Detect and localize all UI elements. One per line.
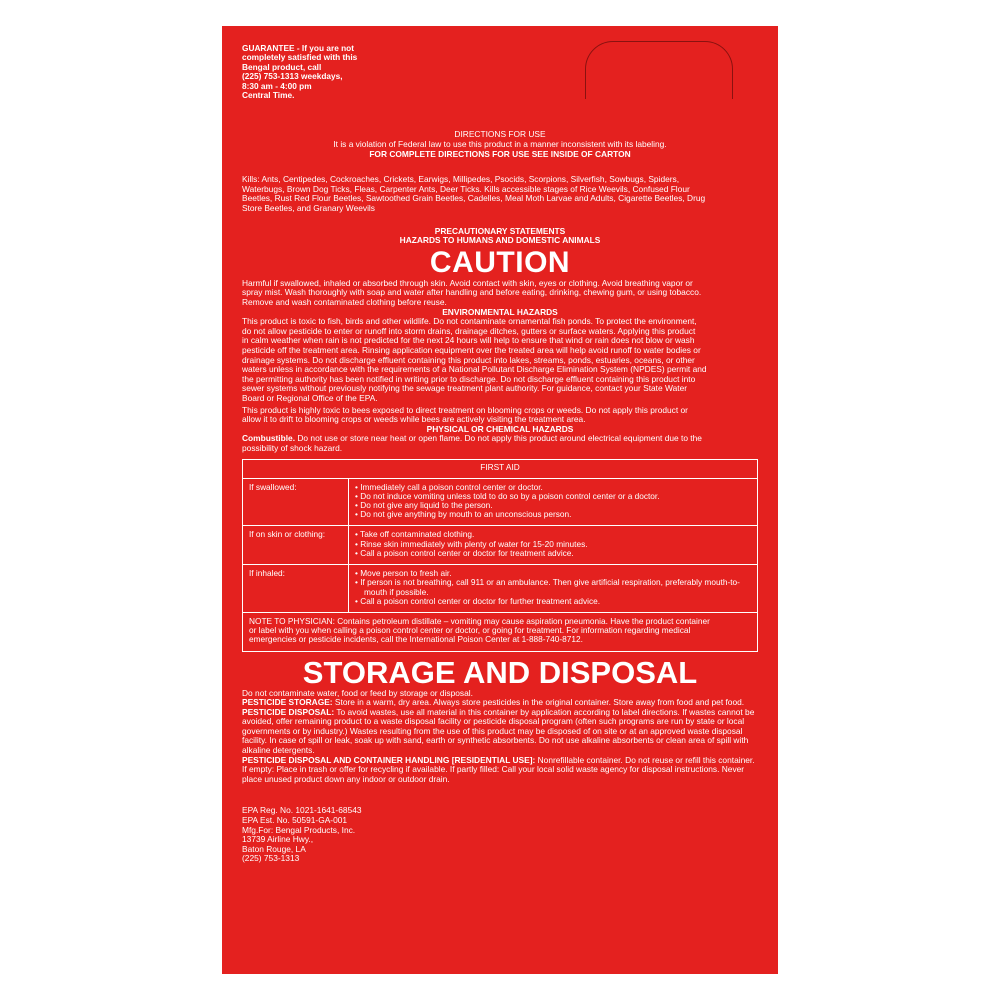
- container-handling-text: Nonrefillable container. Do not reuse or refill this container. If empty: Place in trash or offer for recycling if available. If partly filled: Call your local solid waste agency for disposal instructions. Never place unused product down any indoor or outdoor drain.: [242, 754, 755, 784]
- pesticide-disposal-label: PESTICIDE DISPOSAL:: [242, 706, 335, 717]
- footer-line: EPA Reg. No. 1021-1641-68543: [242, 805, 362, 816]
- env-line: in calm weather when rain is not predicted for the next 24 hours will help to ensure that wind or rain does not blow or wash: [242, 335, 695, 346]
- guarantee-line: Bengal product, call: [242, 61, 322, 72]
- bees-line: allow it to drift to blooming crops or weeds while bees are actively visiting the treatment area.: [242, 414, 586, 425]
- guarantee-line: Central Time.: [242, 90, 295, 101]
- first-aid-item: • Call a poison control center or doctor for treatment advice.: [355, 547, 574, 558]
- guarantee-line: (225) 753-1313 weekdays,: [242, 71, 343, 82]
- combustible-text: Do not use or store near heat or open flame. Do not apply this product around electrical equipment due to the: [295, 433, 702, 444]
- footer-line: EPA Est. No. 50591-GA-001: [242, 815, 348, 826]
- container-handling-paragraph: [242, 756, 758, 785]
- caution-paragraph: [242, 279, 758, 308]
- physician-note-line: NOTE TO PHYSICIAN: Contains petroleum distillate – vomiting may cause aspiration pneumonia. Have the product container: [249, 615, 710, 626]
- first-aid-instructions: [349, 565, 758, 613]
- caution-line: Harmful if swallowed, inhaled or absorbed through skin. Avoid contact with skin, eyes or clothing. Avoid breathing vapor or: [242, 277, 693, 288]
- directions-complete: FOR COMPLETE DIRECTIONS FOR USE SEE INSIDE OF CARTON: [369, 148, 631, 159]
- hazards-subtitle: HAZARDS TO HUMANS AND DOMESTIC ANIMALS: [399, 235, 601, 246]
- precautionary-title: PRECAUTIONARY STATEMENTS: [434, 225, 566, 236]
- environmental-hazards-title: ENVIRONMENTAL HAZARDS: [442, 306, 558, 317]
- physician-note: [243, 612, 758, 651]
- product-label-card: [222, 26, 778, 974]
- container-handling-label: PESTICIDE DISPOSAL AND CONTAINER HANDLING [RESIDENTIAL USE]:: [242, 754, 536, 765]
- hang-tab-outline: [585, 41, 733, 99]
- first-aid-instructions: [349, 478, 758, 526]
- first-aid-row: [243, 478, 758, 526]
- first-aid-item: • If person is not breathing, call 911 or an ambulance. Then give artificial respiration, preferably mouth-to-mouth if possible.: [355, 577, 740, 597]
- storage-heading: STORAGE AND DISPOSAL: [302, 654, 698, 690]
- first-aid-row: [243, 526, 758, 565]
- pesticide-storage-text: Store in a warm, dry area. Always store pesticides in the original container. Store away from food and pet food.: [332, 697, 745, 708]
- first-aid-title: FIRST AID: [243, 460, 758, 478]
- first-aid-instructions: [349, 526, 758, 565]
- env-line: the permitting authority has been notified in writing prior to discharge. Do not discharge effluent containing this product into: [242, 373, 696, 384]
- physical-hazards-title: PHYSICAL OR CHEMICAL HAZARDS: [426, 423, 574, 434]
- env-line: waters unless in accordance with the requirements of a National Pollutant Discharge Elimination System (NPDES) permit and: [242, 364, 707, 375]
- first-aid-item: • Take off contaminated clothing.: [355, 529, 475, 540]
- manufacturer-info: [242, 806, 758, 864]
- footer-line: Mfg.For: Bengal Products, Inc.: [242, 824, 356, 835]
- guarantee-line: completely satisfied with this: [242, 52, 358, 63]
- guarantee-line: 8:30 am - 4:00 pm: [242, 80, 312, 91]
- first-aid-item: • Do not induce vomiting unless told to do so by a poison control center or a doctor.: [355, 490, 660, 501]
- kills-line: Store Beetles, and Granary Weevils: [242, 203, 375, 213]
- env-line: drainage systems. Do not discharge effluent containing this product into lakes, streams, ponds, estuaries, oceans, or other: [242, 354, 695, 365]
- environmental-paragraph: [242, 317, 758, 403]
- pesticide-storage-label: PESTICIDE STORAGE:: [242, 697, 333, 708]
- env-line: sewer systems without previously notifying the sewage treatment plant authority. For guidance, contact your State Water: [242, 383, 688, 394]
- caution-line: Remove and wash contaminated clothing before reuse.: [242, 296, 447, 307]
- first-aid-item: • Immediately call a poison control center or doctor.: [355, 481, 543, 492]
- footer-line: 13739 Airline Hwy.,: [242, 834, 314, 845]
- first-aid-item: • Move person to fresh air.: [355, 568, 452, 579]
- guarantee-line: GUARANTEE - If you are not: [242, 43, 355, 53]
- first-aid-condition: If on skin or clothing:: [243, 526, 349, 565]
- first-aid-table: [242, 459, 758, 651]
- first-aid-item: • Rinse skin immediately with plenty of water for 15-20 minutes.: [355, 538, 588, 549]
- first-aid-condition: If swallowed:: [243, 478, 349, 526]
- pesticide-disposal-text: To avoid wastes, use all material in this container by application according to label directions. If wastes cannot be avoided, offer remaining product to a waste disposal facility or pesticide disposal program (often such programs are run by state or local governments or by industry.) Wastes resulting from the use of this product may be disposed of on site or at an approved waste disposal facility. In case of spill or leak, soak up with sand, earth or synthetic absorbents. Do not use alkaline absorbents or clean area of spill with alkaline detergents.: [242, 706, 755, 756]
- caution-heading: CAUTION: [429, 245, 571, 279]
- env-line: do not allow pesticide to enter or runoff into storm drains, drainage ditches, gutters or surface waters. Applying this product: [242, 325, 696, 336]
- first-aid-row: [243, 565, 758, 613]
- guarantee-block: [242, 44, 382, 100]
- caution-line: spray mist. Wash thoroughly with soap and water after handling and before eating, drinking, chewing gum, or using tobacco.: [242, 287, 702, 298]
- footer-line: Baton Rouge, LA: [242, 843, 306, 854]
- storage-intro: Do not contaminate water, food or feed by storage or disposal.: [242, 687, 473, 698]
- env-line: Board or Regional Office of the EPA.: [242, 392, 378, 403]
- env-line: This product is toxic to fish, birds and other wildlife. Do not contaminate ornamental fish ponds. To protect the environment,: [242, 316, 697, 327]
- combustible-text-2: possibility of shock hazard.: [242, 442, 343, 453]
- first-aid-condition: If inhaled:: [243, 565, 349, 613]
- kills-line: Kills: Ants, Centipedes, Cockroaches, Crickets, Earwigs, Millipedes, Psocids, Scorpions, Silverfish, Sowbugs, Spiders,: [242, 174, 680, 185]
- directions-title: DIRECTIONS FOR USE: [454, 129, 546, 140]
- first-aid-item: • Do not give any liquid to the person.: [355, 500, 493, 511]
- combustible-label: Combustible.: [242, 433, 296, 444]
- directions-violation: It is a violation of Federal law to use this product in a manner inconsistent with its labeling.: [333, 139, 667, 150]
- first-aid-item: • Do not give anything by mouth to an unconscious person.: [355, 509, 572, 520]
- physician-note-row: [243, 612, 758, 651]
- env-line: pesticide off the treatment area. Rinsing application equipment over the treated area will help avoid runoff to water bodies or: [242, 344, 701, 355]
- first-aid-item: • Call a poison control center or doctor for further treatment advice.: [355, 595, 601, 606]
- kills-line: Waterbugs, Brown Dog Ticks, Fleas, Carpenter Ants, Deer Ticks. Kills accessible stages of Rice Weevils, Confused Flour: [242, 183, 690, 194]
- bees-paragraph: [242, 406, 758, 425]
- footer-line: (225) 753-1313: [242, 853, 300, 864]
- physician-note-line: emergencies or pesticide incidents, call the International Poison Center at 1-888-740-8712.: [249, 634, 583, 645]
- kills-paragraph: [242, 175, 758, 213]
- physician-note-line: or label with you when calling a poison control center or doctor, or going for treatment. For information regarding medical: [249, 625, 691, 636]
- pesticide-disposal-paragraph: [242, 708, 758, 756]
- kills-line: Beetles, Rust Red Flour Beetles, Sawtoothed Grain Beetles, Cadelles, Meal Moth Larvae and Adults, Cigarette Beetles, Drug: [242, 193, 706, 204]
- bees-line: This product is highly toxic to bees exposed to direct treatment on blooming crops or weeds. Do not apply this product or: [242, 404, 688, 415]
- combustible-paragraph: [242, 434, 758, 453]
